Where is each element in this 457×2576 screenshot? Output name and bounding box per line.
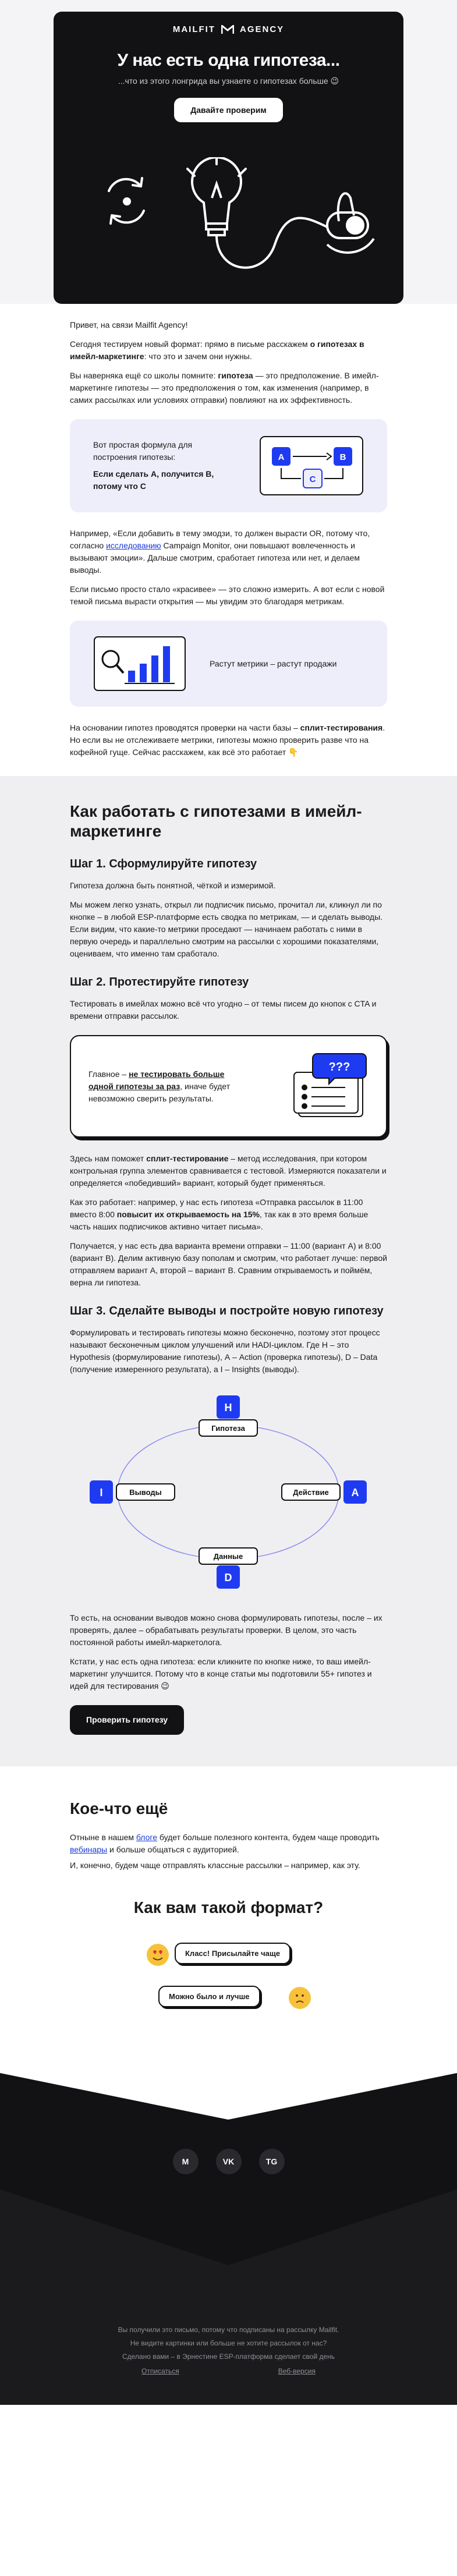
news-p2: И, конечно, будем чаще отправлять классные рассылки – например, как эту. [70,1861,360,1870]
step1-p2: Мы можем легко узнать, открыл ли подписчик письмо, прочитал ли, кликнул ли по кнопке – в любой ESP-платформе есть сводка по метрикам, — и сделать выводы. Если видим, что какие-то метрики проседают — начинаем работать с ними в первую очередь и параллельно смотрим на рассылки с хорошими показателями, оцениваем, что именно там сработало. [70,900,383,959]
formula-c-label: C [309,474,316,484]
step3-title: Шаг 3. Сделайте выводы и постройте новую гипотезу [70,1305,384,1318]
step2-title: Шаг 2. Протестируйте гипотезу [70,976,249,989]
emoji-example: Например, «Если добавить в тему эмодзи, то должен вырасти OR, потому что, согласно исследованию Campaign Monitor, они повышают вовлеченность и вызывают эмоции». Дальше смотрим, сработает гипотеза или нет, и делаем выводы. [70,529,370,575]
svg-text:A: A [351,1487,359,1499]
how-to-section [0,776,457,1766]
hadi-h-node [199,1395,257,1436]
svg-text:Гипотеза: Гипотеза [211,1424,245,1433]
svg-text:I: I [100,1487,103,1499]
hero-title: У нас есть одна гипотеза... [117,51,340,70]
how-to-title: Как работать с гипотезами в имейл-маркетинге [70,802,362,840]
telegram-icon[interactable]: TG [259,2149,285,2174]
legal-line-2: Не видите картинки или больше не хотите рассылок от нас? [130,2338,327,2347]
question-bubble-text: ??? [328,1061,350,1074]
poll-title: Как вам такой формат? [133,1898,324,1917]
legal-line-1: Вы получили это письмо, потому что подписаны на рассылку Mailfit. [118,2326,339,2334]
hand-switch-icon [327,193,374,253]
logo-text-left: MAILFIT [172,24,215,34]
formula-box [70,419,387,512]
mailfit-social-icon[interactable]: M [173,2149,199,2174]
step1-p1: Гипотеза должна быть понятной, чёткой и измеримой. [70,881,276,891]
research-link[interactable]: исследованию [106,541,161,550]
svg-text:H: H [224,1402,232,1414]
step2-p1: Тестировать в имейлах можно всё что угодно – от темы писем до кнопок с CTA и времени отправки рассылок. [70,999,377,1021]
news-section [0,1766,457,1898]
unsubscribe-link[interactable]: Отписаться [141,2367,179,2376]
metrics-text: Растут метрики – растут продажи [210,658,337,668]
svg-text:Действие: Действие [293,1488,329,1497]
step3-p1: Формулировать и тестировать гипотезы можно бесконечно, поэтому этот процесс называют бесконечным циклом улучшений или HADI-циклом. Где H – это Hypothesis (формулирование гипотезы), А – Action (проверка гипотезы), D – Data (получение измеренного результата), а I – Insights (выводы). [70,1328,380,1374]
svg-text:Данные: Данные [213,1552,243,1561]
intro-paragraph: Сегодня тестируем новый формат: прямо в письме расскажем о гипотезах в имейл-маркетинге: что это и зачем они нужны. [70,339,364,361]
footer [0,2073,457,2405]
step3-p2: То есть, на основании выводов можно снова формулировать гипотезы, после – их проверять, далее – обрабатывать результаты проверки. В целом, это часть постоянной работы имейл-маркетолога. [70,1613,382,1647]
webinars-link[interactable]: вебинары [70,1845,108,1855]
hero-subtitle: ...что из этого лонгрида вы узнаете о гипотезах больше 😉 [118,76,339,86]
growth-chart-icon [93,636,186,692]
hypothesis-definition: Вы наверняка ещё со школы помните: гипотеза — это предположение. В имейл-маркетинге гипотезы — это предположения о том, как изменения (например, в самих рассылках или условиях отправки) повлияют на их эффективность. [70,371,379,405]
hadi-cycle-diagram [70,1387,387,1597]
hadi-a-node [282,1480,367,1504]
web-version-link[interactable]: Веб-версия [278,2367,316,2376]
footer-links [0,2367,457,2375]
svg-text:D: D [224,1572,232,1584]
news-p1: Отныне в нашем блоге будет больше полезного контента, будем чаще проводить вебинары и больше общаться с аудиторией. [70,1833,380,1855]
step2-p2: Здесь нам поможет сплит-тестирование – метод исследования, при котором контрольная группа элементов сравнивается с тестовой. Измеряются показатели и определяется «победивший» вариант, который будет применяться. [70,1154,387,1188]
brand-logo[interactable] [54,12,403,34]
hadi-d-node [199,1548,257,1589]
step1-title: Шаг 1. Сформулируйте гипотезу [70,858,257,871]
step3-p3: Кстати, у нас есть одна гипотеза: если кликните по кнопке ниже, то ваш имейл-маркетинг улучшится. Потому что в конце статьи мы подготовили 55+ гипотез и идей для тестирования 😉 [70,1657,372,1691]
formula-intro: Вот простая формула для построения гипотезы: [93,440,193,462]
hero-banner [54,12,403,304]
hadi-i-node [90,1480,175,1504]
logo-text-right: AGENCY [239,24,285,34]
vk-icon[interactable]: VK [216,2149,242,2174]
hero-cta-button[interactable]: Давайте проверим [174,98,282,122]
lightbulb-icon [192,157,327,268]
intro-section [0,304,457,759]
poll-option-dislike[interactable]: Можно было и лучше [158,1986,260,2007]
blog-link[interactable]: блоге [136,1833,157,1842]
news-title: Кое-что ещё [70,1799,168,1818]
metrics-explanation: Если письмо просто стало «красивее» — это сложно измерить. А вот если с новой темой письма вырасти открытия — мы увидим это благодаря метрикам. [70,584,385,606]
question-cards-icon [281,1051,369,1121]
hero-wrapper [0,0,457,304]
hero-lightbulb-illustration [54,157,403,304]
check-hypothesis-button[interactable]: Проверить гипотезу [70,1705,184,1735]
formula-text: Если сделать А, получится В, потому что С [93,469,214,491]
legal-line-3: Сделано вами – в Эрнестине ESP-платформа сделает свой день [122,2352,335,2361]
heart-eyes-emoji-icon [147,1944,169,1966]
formula-b-label: B [339,452,346,462]
formula-diagram [259,435,364,496]
logo-m-icon [221,25,234,34]
confused-emoji-icon [289,1987,311,2009]
footer-legal [0,2323,457,2363]
poll-option-like[interactable]: Класс! Присылайте чаще [175,1943,291,1964]
formula-a-label: A [278,452,285,462]
social-links [0,2149,457,2174]
one-hypothesis-callout [70,1035,387,1138]
step2-p3: Как это работает: например, у нас есть гипотеза «Отправка рассылок в 11:00 вместо 8:00 повысит их открываемость на 15%, так как в это время больше часть наших подписчиков активно читает письма». [70,1197,369,1232]
split-testing-intro: На основании гипотез проводятся проверки на части базы – сплит-тестирования. Но если вы не отслеживаете метрики, гипотезы можно проверить разве что на кофейной гуще. Сейчас расскажем, как всё это работает 👇 [70,723,385,757]
format-poll [0,1898,457,2073]
svg-text:Выводы: Выводы [129,1488,162,1497]
greeting-text: Привет, на связи Mailfit Agency! [70,320,188,329]
step2-p4: Получается, у нас есть два варианта времени отправки – 11:00 (вариант А) и 8:00 (вариант В). Делим активную базу пополам и смотрим, что работает лучше: первой отправляем вариант А, второй – вариант В. Сравним открываемость и поймём, верна ли гипотеза. [70,1241,387,1288]
refresh-icon [109,178,144,224]
metrics-box [70,621,387,707]
callout-text: Главное – не тестировать больше одной гипотезы за раз, иначе будет невозможно сверить результаты. [88,1069,231,1103]
